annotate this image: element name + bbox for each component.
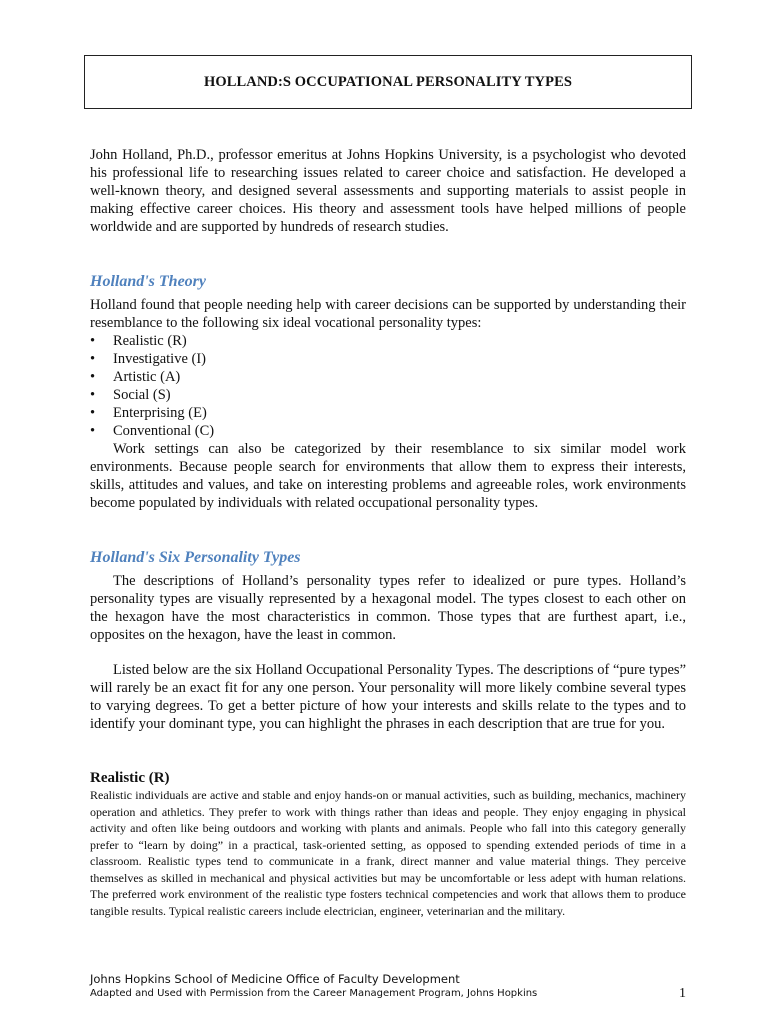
document-title-box <box>84 55 692 109</box>
theory-lead: Holland found that people needing help with career decisions can be supported by understanding their resemblance to the following six ideal vocational personality types: <box>90 297 686 331</box>
list-item: • Investigative (I) <box>90 350 686 368</box>
list-item: • Social (S) <box>90 386 686 404</box>
theory-heading: Holland's Theory <box>90 273 207 290</box>
six-types-paragraph-2: Listed below are the six Holland Occupational Personality Types. The descriptions of “pure types” will rarely be an exact fit for any one person. Your personality will more likely combine several types to varying degrees. To get a better picture of how your interests and skills relate to the types and to identify your dominant type, you can highlight the phrases in each description that are true for you. <box>90 662 686 732</box>
realistic-heading: Realistic (R) <box>90 770 170 786</box>
list-item: • Artistic (A) <box>90 368 686 386</box>
footer-office-line: Johns Hopkins School of Medicine Office of Faculty Development <box>90 972 460 986</box>
six-types-paragraph-1: The descriptions of Holland’s personality types refer to idealized or pure types. Holland’s personality types are visually represented by a hexagonal model. The types closest to each other on the hexagon have the most characteristics in common. Those types that are furthest apart, i.e., opposites on the hexagon, have the least in common. <box>90 573 686 643</box>
list-item: • Conventional (C) <box>90 422 686 440</box>
list-item: • Enterprising (E) <box>90 404 686 422</box>
document-body <box>90 146 686 919</box>
realistic-description: Realistic individuals are active and stable and enjoy hands-on or manual activities, such as building, mechanics, machinery operation and athletics. They prefer to work with things rather than ideas and people. They enjoy engaging in physical activity and often like being outdoors and working with plants and animals. People who fall into this category generally prefer to “learn by doing” in a practical, task-oriented setting, as opposed to spending extended periods of time in a classroom. Realistic types tend to communicate in a frank, direct manner and value material things. They perceive themselves as skilled in mechanical and physical activities but may be uncomfortable or less adept with human relations. The preferred work environment of the realistic type fosters technical competencies and work that allows them to produce tangible results. Typical realistic careers include electrician, engineer, veterinarian and the military. <box>90 788 686 918</box>
six-types-heading: Holland's Six Personality Types <box>90 549 301 566</box>
work-settings-paragraph: Work settings can also be categorized by their resemblance to six similar model work environments. Because people search for environments that allow them to express their interests, skills, attitudes and values, and take on interesting problems and agreeable roles, work environments become populated by individuals with related occupational personality types. <box>90 441 686 511</box>
document-title: HOLLAND:S OCCUPATIONAL PERSONALITY TYPES <box>203 73 573 90</box>
intro-paragraph: John Holland, Ph.D., professor emeritus at Johns Hopkins University, is a psychologist who devoted his professional life to researching issues related to career choice and satisfaction. He developed a well-known theory, and designed several assessments and supporting materials to assist people in making effective career choices. His theory and assessment tools have helped millions of people worldwide and are supported by hundreds of research studies. <box>90 147 686 235</box>
page-footer <box>90 972 686 1001</box>
personality-type-list <box>90 332 686 440</box>
list-item: • Realistic (R) <box>90 332 686 350</box>
footer-permission-line: Adapted and Used with Permission from the Career Management Program, Johns Hopkins <box>90 988 538 999</box>
page-number: 1 <box>679 986 686 1001</box>
